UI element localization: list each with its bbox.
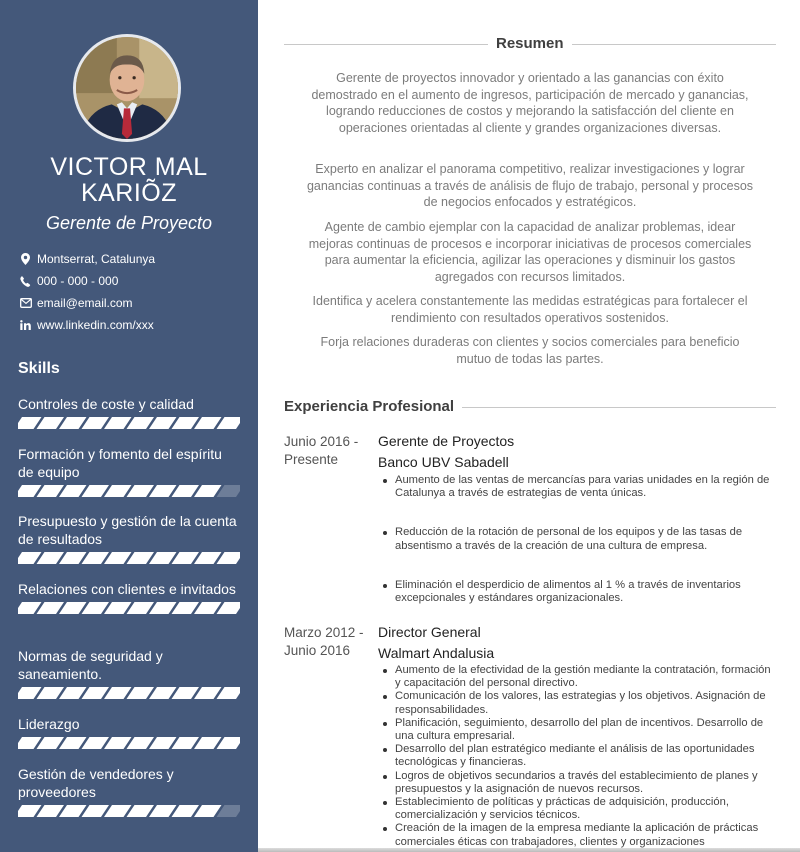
skill-label: Liderazgo: [18, 716, 80, 732]
skill-segment-filled: [59, 737, 87, 749]
skill-segment-filled: [104, 417, 132, 429]
skill-segment-filled: [172, 552, 200, 564]
skill-item: [18, 395, 240, 429]
skill-segment-filled: [59, 805, 87, 817]
skill-segment-filled: [82, 602, 110, 614]
skill-label: Gestión de vendedores y proveedores: [18, 766, 174, 800]
job-title: Director General: [378, 624, 481, 640]
experience-heading: Experiencia Profesional: [284, 397, 462, 417]
skill-segment-filled: [37, 602, 65, 614]
skill-level-bar: [18, 485, 240, 497]
job-bullet: Planificación, seguimiento, desarrollo del plan de incentivos. Desarrollo de una cultura empresarial.: [378, 717, 778, 743]
job-bullet: Establecimiento de políticas y prácticas de adquisición, producción, comercialización y servicios técnicos.: [378, 796, 778, 822]
skill-bar-svg: [18, 485, 240, 497]
skill-item: [18, 580, 240, 614]
skill-segment-filled: [82, 417, 110, 429]
skill-segment-filled: [194, 737, 222, 749]
job-date: Junio 2016 - Presente: [284, 434, 359, 467]
skill-segment-filled: [37, 552, 65, 564]
contact-location: [18, 248, 248, 270]
skill-label: Controles de coste y calidad: [18, 396, 194, 412]
skill-bar-svg: [18, 805, 240, 817]
job-title: Gerente de Proyectos: [378, 433, 515, 449]
skill-segment-filled: [37, 485, 65, 497]
skill-segment-filled: [82, 687, 110, 699]
skill-segment-filled: [149, 687, 177, 699]
skill-segment-filled: [149, 602, 177, 614]
skill-segment-filled: [127, 552, 155, 564]
skill-segment-filled: [37, 805, 65, 817]
skill-segment-filled: [59, 602, 87, 614]
skill-segment-filled: [37, 687, 65, 699]
linkedin-icon: [18, 320, 33, 330]
divider: [460, 407, 776, 408]
skill-segment-filled: [127, 737, 155, 749]
job-bullets: [378, 474, 778, 605]
skill-bar-svg: [18, 602, 240, 614]
skill-level-bar: [18, 687, 240, 699]
skill-level-bar: [18, 805, 240, 817]
skill-segment-filled: [82, 805, 110, 817]
skill-segment-filled: [194, 485, 222, 497]
skill-segment-filled: [194, 417, 222, 429]
summary-paragraph: Identifica y acelera constantemente las medidas estratégicas para fortalecer el rendimiento con resultados operativos sostenidos.: [312, 294, 748, 325]
skill-segment-filled: [194, 552, 222, 564]
skill-segment-filled: [59, 485, 87, 497]
job-bullet: Logros de objetivos secundarios a través del establecimiento de planes y presupuestos y la asignación de nuevos recursos.: [378, 770, 778, 796]
skill-label: Formación y fomento del espíritu de equipo: [18, 446, 222, 480]
skill-bar-svg: [18, 417, 240, 429]
contact-linkedin-text[interactable]: www.linkedin.com/xxx: [37, 318, 154, 332]
job-bullet: Eliminación el desperdicio de alimentos al 1 % a través de inventarios excepcionales y estándares organizacionales.: [378, 579, 778, 605]
summary-section-header: [284, 34, 776, 54]
skill-segment-filled: [127, 485, 155, 497]
skill-segment-filled: [127, 687, 155, 699]
skill-segment-filled: [59, 687, 87, 699]
summary-heading: Resumen: [488, 34, 572, 54]
skill-item: [18, 647, 240, 699]
skill-segment-filled: [172, 417, 200, 429]
summary-paragraph: Experto en analizar el panorama competitivo, realizar investigaciones y lograr ganancias continuas a través de análisis de flujo de trabajo, personal y procesos de negocios enfocados y estratégicos.: [306, 162, 754, 210]
skill-segment-filled: [59, 417, 87, 429]
skill-level-bar: [18, 417, 240, 429]
map-marker-icon: [18, 253, 33, 265]
contact-email-text[interactable]: email@email.com: [37, 296, 133, 310]
contact-list: [18, 248, 248, 336]
skill-segment-filled: [59, 552, 87, 564]
skill-item: [18, 715, 240, 749]
job-bullet: Aumento de la efectividad de la gestión mediante la contratación, formación y capacitación del personal directivo.: [378, 664, 778, 690]
job-bullet: Aumento de las ventas de mercancías para varias unidades en la región de Catalunya a través de estrategias de venta únicas.: [378, 474, 778, 500]
skill-bar-svg: [18, 552, 240, 564]
candidate-name: VICTOR MAL KARIÕZ: [50, 153, 208, 207]
skill-segment-filled: [149, 805, 177, 817]
job-bullets: [378, 664, 778, 849]
skill-segment-filled: [37, 417, 65, 429]
sidebar: [0, 0, 258, 852]
skill-segment-filled: [149, 737, 177, 749]
page-bottom-edge: [258, 848, 800, 852]
job-bullet: Reducción de la rotación de personal de los equipos y de las tasas de absentismo a través de la creación de una cultura de empresa.: [378, 526, 778, 552]
skill-segment-filled: [37, 737, 65, 749]
summary-paragraph: Agente de cambio ejemplar con la capacidad de analizar problemas, idear mejoras continuas de procesos e incorporar iniciativas de procesos comerciales para aumentar la eficiencia, agilizar las operaciones y disminuir los gastos agregados con recursos limitados.: [308, 220, 752, 284]
skill-segment-filled: [104, 737, 132, 749]
envelope-icon: [18, 298, 33, 308]
skill-segment-filled: [172, 687, 200, 699]
skill-segment-filled: [149, 552, 177, 564]
skill-segment-filled: [149, 417, 177, 429]
job-bullet: Comunicación de los valores, las estrategias y los objetivos. Asignación de responsabilidades.: [378, 690, 778, 716]
skill-level-bar: [18, 737, 240, 749]
candidate-title: Gerente de Proyecto: [45, 213, 213, 233]
skill-segment-filled: [82, 552, 110, 564]
skill-segment-filled: [172, 805, 200, 817]
skill-segment-filled: [104, 485, 132, 497]
skill-bar-svg: [18, 687, 240, 699]
phone-icon: [18, 276, 33, 287]
experience-section-header: [284, 397, 776, 417]
skill-segment-filled: [149, 485, 177, 497]
skill-label: Normas de seguridad y saneamiento.: [18, 648, 163, 682]
job-company: Banco UBV Sabadell: [378, 454, 509, 470]
skill-label: Presupuesto y gestión de la cuenta de resultados: [18, 513, 237, 547]
skill-segment-filled: [172, 737, 200, 749]
skill-segment-filled: [104, 805, 132, 817]
skill-segment-filled: [194, 602, 222, 614]
skill-level-bar: [18, 602, 240, 614]
skill-segment-filled: [82, 485, 110, 497]
skill-bar-svg: [18, 737, 240, 749]
skill-level-bar: [18, 552, 240, 564]
job-bullet: Creación de la imagen de la empresa mediante la aplicación de prácticas comerciales éticas con trabajadores, clientes y organizaciones: [378, 822, 778, 848]
skill-segment-filled: [104, 687, 132, 699]
skill-label: Relaciones con clientes e invitados: [18, 581, 236, 597]
job-company: Walmart Andalusia: [378, 645, 495, 661]
skill-segment-filled: [172, 485, 200, 497]
contact-location-text: Montserrat, Catalunya: [37, 252, 156, 266]
profile-photo: [73, 34, 181, 142]
skill-segment-filled: [172, 602, 200, 614]
skill-item: [18, 765, 240, 817]
skill-segment-filled: [104, 602, 132, 614]
skill-segment-filled: [127, 602, 155, 614]
summary-paragraph: Gerente de proyectos innovador y orientado a las ganancias con éxito demostrado en el aumento de ingresos, participación de mercado y ganancias, logrando reducciones de costos y mejorando la satisfacción del cliente en operaciones orientadas al cliente y grandes organizaciones diversas.: [311, 71, 749, 135]
skill-item: [18, 512, 240, 564]
job-bullet: Desarrollo del plan estratégico mediante el análisis de las oportunidades tecnológicas y financieras.: [378, 743, 778, 769]
contact-phone: [18, 270, 248, 292]
skill-segment-filled: [82, 737, 110, 749]
skill-segment-filled: [194, 687, 222, 699]
skill-segment-filled: [127, 417, 155, 429]
summary-paragraph: Forja relaciones duraderas con clientes y socios comerciales para beneficio mutuo de todas las partes.: [320, 335, 740, 366]
contact-phone-text: 000 - 000 - 000: [37, 274, 119, 288]
skill-segment-filled: [104, 552, 132, 564]
skill-segment-filled: [194, 805, 222, 817]
job-date: Marzo 2012 - Junio 2016: [284, 625, 364, 658]
skill-segment-filled: [127, 805, 155, 817]
skills-heading: Skills: [18, 360, 60, 377]
contact-linkedin[interactable]: [18, 314, 248, 336]
contact-email[interactable]: [18, 292, 248, 314]
skill-item: [18, 445, 240, 497]
